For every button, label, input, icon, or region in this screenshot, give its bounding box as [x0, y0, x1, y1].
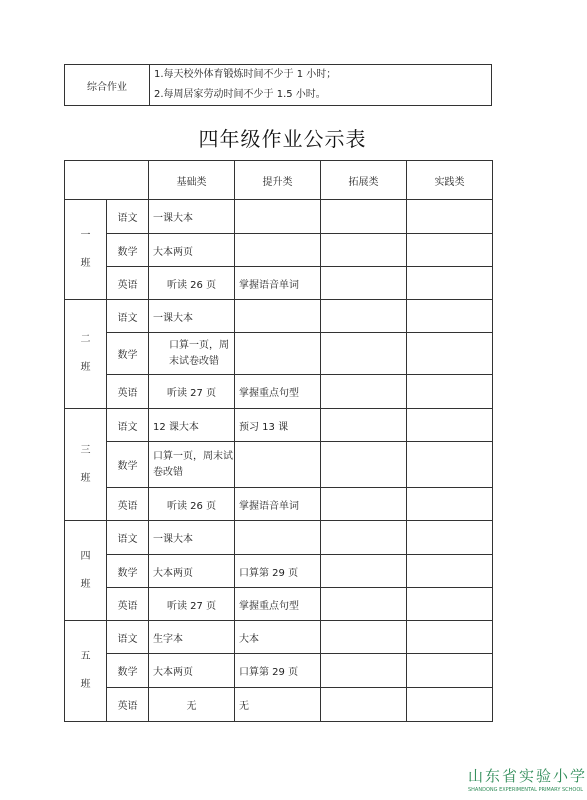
basic-cell: 听读 26 页 — [149, 488, 235, 521]
improve-cell — [235, 521, 321, 555]
school-logo — [468, 765, 587, 797]
improve-cell: 掌握语音单词 — [235, 488, 321, 521]
basic-cell: 生字本 — [149, 621, 235, 654]
comprehensive-item-2: 2.每周居家劳动时间不少于 1.5 小时。 — [154, 89, 326, 100]
table-row — [65, 442, 493, 488]
table-row — [65, 654, 493, 688]
extend-cell — [321, 588, 407, 621]
subject-cell: 英语 — [107, 588, 149, 621]
homework-schedule-table — [64, 160, 493, 722]
table-row — [65, 234, 493, 267]
improve-cell — [235, 442, 321, 488]
table-row — [65, 688, 493, 722]
practice-cell — [407, 654, 493, 688]
school-name: 山东省实验小学 — [468, 767, 587, 785]
page-title: 四年级作业公示表 — [198, 127, 367, 151]
extend-cell — [321, 267, 407, 300]
subject-cell: 数学 — [107, 442, 149, 488]
extend-cell — [321, 375, 407, 409]
table-row — [65, 333, 493, 375]
practice-cell — [407, 688, 493, 722]
header-improve: 提升类 — [235, 161, 321, 200]
comprehensive-homework-label: 综合作业 — [65, 65, 150, 106]
basic-cell: 一课大本 — [149, 300, 235, 333]
subject-cell: 数学 — [107, 333, 149, 375]
practice-cell — [407, 521, 493, 555]
table-row — [65, 621, 493, 654]
header-basic: 基础类 — [149, 161, 235, 200]
extend-cell — [321, 442, 407, 488]
improve-cell — [235, 200, 321, 234]
extend-cell — [321, 488, 407, 521]
extend-cell — [321, 409, 407, 442]
improve-cell — [235, 333, 321, 375]
table-row — [65, 267, 493, 300]
header-blank-cell — [65, 161, 149, 200]
basic-cell: 大本两页 — [149, 234, 235, 267]
improve-cell: 口算第 29 页 — [235, 654, 321, 688]
subject-cell: 英语 — [107, 688, 149, 722]
extend-cell — [321, 688, 407, 722]
subject-cell: 语文 — [107, 200, 149, 234]
school-subtitle: SHANDONG EXPERIMENTAL PRIMARY SCHOOL — [468, 787, 584, 793]
practice-cell — [407, 300, 493, 333]
table-row — [65, 488, 493, 521]
subject-cell: 数学 — [107, 555, 149, 588]
practice-cell — [407, 555, 493, 588]
improve-cell: 掌握重点句型 — [235, 375, 321, 409]
subject-cell: 语文 — [107, 521, 149, 555]
subject-cell: 数学 — [107, 234, 149, 267]
improve-cell: 口算第 29 页 — [235, 555, 321, 588]
table-row — [65, 555, 493, 588]
class-label: 四 班 — [65, 521, 107, 621]
subject-cell: 语文 — [107, 621, 149, 654]
comprehensive-homework-row — [65, 65, 492, 106]
basic-cell: 无 — [149, 688, 235, 722]
extend-cell — [321, 654, 407, 688]
practice-cell — [407, 200, 493, 234]
extend-cell — [321, 555, 407, 588]
subject-cell: 语文 — [107, 300, 149, 333]
class-label: 二 班 — [65, 300, 107, 409]
subject-cell: 数学 — [107, 654, 149, 688]
practice-cell — [407, 621, 493, 654]
comprehensive-homework-items — [150, 65, 492, 106]
subject-cell: 英语 — [107, 375, 149, 409]
table-row — [65, 588, 493, 621]
table-row — [65, 409, 493, 442]
subject-cell: 英语 — [107, 488, 149, 521]
class-label: 五 班 — [65, 621, 107, 722]
improve-cell: 掌握语音单词 — [235, 267, 321, 300]
extend-cell — [321, 521, 407, 555]
practice-cell — [407, 234, 493, 267]
practice-cell — [407, 267, 493, 300]
practice-cell — [407, 333, 493, 375]
table-row — [65, 521, 493, 555]
improve-cell: 大本 — [235, 621, 321, 654]
basic-cell: 口算一页，周末试卷改错 — [149, 333, 235, 375]
header-practice: 实践类 — [407, 161, 493, 200]
extend-cell — [321, 300, 407, 333]
improve-cell: 无 — [235, 688, 321, 722]
header-extend: 拓展类 — [321, 161, 407, 200]
basic-cell: 12 课大本 — [149, 409, 235, 442]
basic-cell: 一课大本 — [149, 200, 235, 234]
table-row — [65, 375, 493, 409]
table-row — [65, 300, 493, 333]
subject-cell: 语文 — [107, 409, 149, 442]
improve-cell: 掌握重点句型 — [235, 588, 321, 621]
extend-cell — [321, 621, 407, 654]
basic-cell: 听读 27 页 — [149, 375, 235, 409]
extend-cell — [321, 200, 407, 234]
basic-cell: 大本两页 — [149, 555, 235, 588]
basic-cell: 听读 26 页 — [149, 267, 235, 300]
practice-cell — [407, 588, 493, 621]
improve-cell — [235, 234, 321, 267]
practice-cell — [407, 442, 493, 488]
practice-cell — [407, 375, 493, 409]
extend-cell — [321, 234, 407, 267]
subject-cell: 英语 — [107, 267, 149, 300]
basic-cell: 大本两页 — [149, 654, 235, 688]
basic-cell: 口算一页，周末试卷改错 — [149, 442, 235, 488]
improve-cell: 预习 13 课 — [235, 409, 321, 442]
table-header-row — [65, 161, 493, 200]
table-row — [65, 200, 493, 234]
extend-cell — [321, 333, 407, 375]
basic-cell: 听读 27 页 — [149, 588, 235, 621]
class-label: 三 班 — [65, 409, 107, 521]
practice-cell — [407, 409, 493, 442]
comprehensive-item-1: 1.每天校外体育锻炼时间不少于 1 小时； — [154, 69, 337, 80]
practice-cell — [407, 488, 493, 521]
improve-cell — [235, 300, 321, 333]
basic-cell: 一课大本 — [149, 521, 235, 555]
comprehensive-homework-table — [64, 64, 492, 106]
class-label: 一 班 — [65, 200, 107, 300]
